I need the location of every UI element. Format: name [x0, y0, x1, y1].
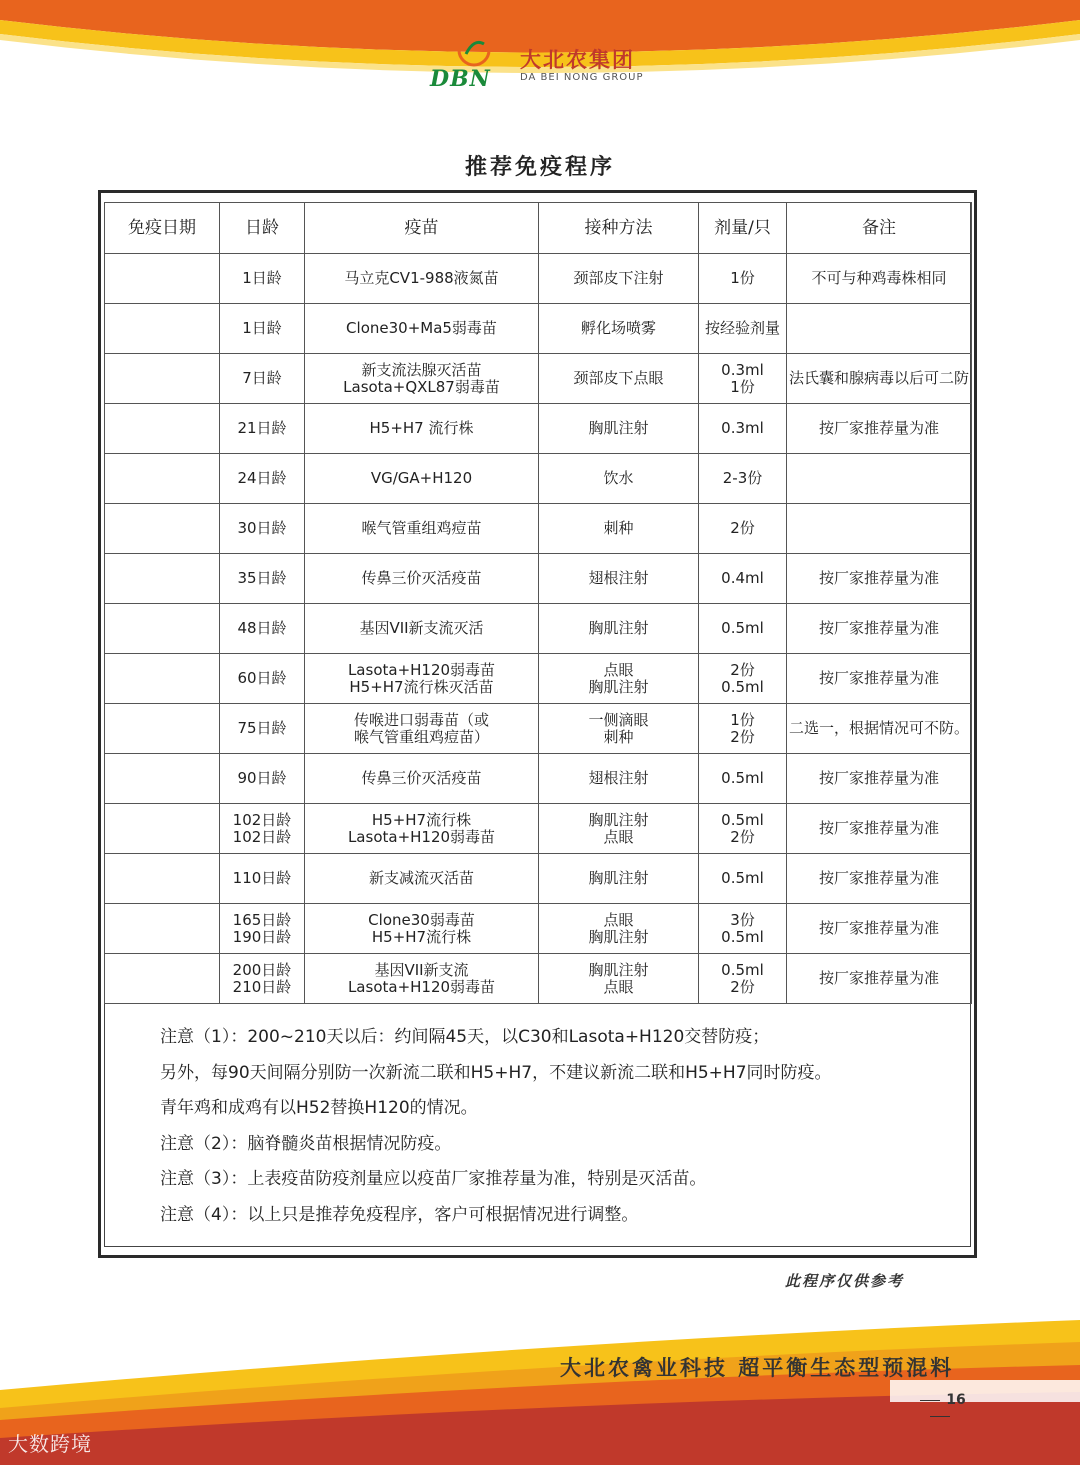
reference-note: 此程序仅供参考: [785, 1272, 905, 1290]
cell-age: 21日龄: [220, 404, 305, 454]
cell-note: 按厂家推荐量为准: [787, 904, 972, 954]
table-body: [105, 254, 972, 1004]
table-row: [105, 754, 972, 804]
cell-dose: 0.5ml: [699, 754, 787, 804]
cell-date: [105, 404, 220, 454]
cell-vaccine: Clone30+Ma5弱毒苗: [305, 304, 539, 354]
cell-age: 30日龄: [220, 504, 305, 554]
note-line: 另外，每90天间隔分别防一次新流二联和H5+H7，不建议新流二联和H5+H7同时防疫。: [160, 1062, 832, 1083]
cell-dose: 0.3ml 1份: [699, 354, 787, 404]
logo-emblem-icon: [454, 32, 494, 68]
table-row: [105, 304, 972, 354]
cell-dose: 0.5ml 2份: [699, 804, 787, 854]
note-line: 注意（2）：脑脊髓炎苗根据情况防疫。: [160, 1133, 452, 1154]
cell-dose: 3份 0.5ml: [699, 904, 787, 954]
cell-note: 按厂家推荐量为准: [787, 954, 972, 1004]
table-row: [105, 704, 972, 754]
cell-note: 按厂家推荐量为准: [787, 404, 972, 454]
table-row: [105, 954, 972, 1004]
table-row: [105, 554, 972, 604]
cell-date: [105, 454, 220, 504]
cell-vaccine: VG/GA+H120: [305, 454, 539, 504]
cell-age: 35日龄: [220, 554, 305, 604]
cell-method: 孵化场喷雾: [539, 304, 699, 354]
cell-vaccine: Lasota+H120弱毒苗 H5+H7流行株灭活苗: [305, 654, 539, 704]
cell-note: 按厂家推荐量为准: [787, 804, 972, 854]
cell-vaccine: 传鼻三价灭活疫苗: [305, 554, 539, 604]
col-header-date: 免疫日期: [105, 203, 220, 254]
cell-method: 胸肌注射: [539, 854, 699, 904]
page-number: 16: [900, 1392, 980, 1424]
cell-note: 按厂家推荐量为准: [787, 854, 972, 904]
note-line: 注意（1）：200~210天以后：约间隔45天，以C30和Lasota+H120交替防疫；: [160, 1027, 770, 1047]
logo-company-name: 大北农集团: [520, 48, 635, 72]
cell-date: [105, 904, 220, 954]
cell-method: 一侧滴眼 刺种: [539, 704, 699, 754]
cell-note: 按厂家推荐量为准: [787, 604, 972, 654]
cell-age: 1日龄: [220, 304, 305, 354]
cell-vaccine: 传喉进口弱毒苗（或 喉气管重组鸡痘苗）: [305, 704, 539, 754]
table-row: [105, 404, 972, 454]
cell-dose: 2-3份: [699, 454, 787, 504]
cell-method: 点眼 胸肌注射: [539, 654, 699, 704]
cell-vaccine: 传鼻三价灭活疫苗: [305, 754, 539, 804]
cell-vaccine: 基因VII新支流灭活: [305, 604, 539, 654]
watermark: 大数跨境: [8, 1432, 92, 1456]
cell-vaccine: Clone30弱毒苗 H5+H7流行株: [305, 904, 539, 954]
table-header-row: [105, 203, 972, 254]
cell-date: [105, 804, 220, 854]
table-row: [105, 504, 972, 554]
notes-block: [160, 1020, 940, 1233]
cell-note: 按厂家推荐量为准: [787, 754, 972, 804]
cell-date: [105, 254, 220, 304]
cell-note: 按厂家推荐量为准: [787, 654, 972, 704]
cell-date: [105, 604, 220, 654]
note-line: 注意（4）：以上只是推荐免疫程序，客户可根据情况进行调整。: [160, 1204, 639, 1225]
table-row: [105, 254, 972, 304]
cell-method: 胸肌注射: [539, 604, 699, 654]
col-header-dose: 剂量/只: [699, 203, 787, 254]
cell-method: 翅根注射: [539, 554, 699, 604]
cell-dose: 0.5ml: [699, 604, 787, 654]
note-line: 注意（3）：上表疫苗防疫剂量应以疫苗厂家推荐量为准，特别是灭活苗。: [160, 1169, 707, 1189]
cell-dose: 1份: [699, 254, 787, 304]
col-header-note: 备注: [787, 203, 972, 254]
cell-date: [105, 854, 220, 904]
cell-note: [787, 304, 972, 354]
cell-dose: 2份 0.5ml: [699, 654, 787, 704]
cell-age: 90日龄: [220, 754, 305, 804]
cell-age: 60日龄: [220, 654, 305, 704]
cell-age: 200日龄 210日龄: [220, 954, 305, 1004]
cell-vaccine: 基因VII新支流 Lasota+H120弱毒苗: [305, 954, 539, 1004]
immunization-table: [104, 202, 972, 1004]
logo-company-name-en: DA BEI NONG GROUP: [520, 72, 644, 83]
table-row: [105, 354, 972, 404]
table-row: [105, 804, 972, 854]
cell-method: 胸肌注射 点眼: [539, 954, 699, 1004]
cell-age: 1日龄: [220, 254, 305, 304]
cell-dose: 0.4ml: [699, 554, 787, 604]
cell-date: [105, 654, 220, 704]
cell-method: 胸肌注射: [539, 404, 699, 454]
footer-slogan: 大北农禽业科技 超平衡生态型预混料: [560, 1355, 955, 1380]
cell-date: [105, 504, 220, 554]
cell-method: 点眼 胸肌注射: [539, 904, 699, 954]
cell-age: 48日龄: [220, 604, 305, 654]
cell-method: 颈部皮下点眼: [539, 354, 699, 404]
cell-vaccine: 喉气管重组鸡痘苗: [305, 504, 539, 554]
cell-age: 24日龄: [220, 454, 305, 504]
cell-age: 110日龄: [220, 854, 305, 904]
table-row: [105, 654, 972, 704]
col-header-vaccine: 疫苗: [305, 203, 539, 254]
cell-dose: 2份: [699, 504, 787, 554]
cell-dose: 0.3ml: [699, 404, 787, 454]
cell-vaccine: H5+H7 流行株: [305, 404, 539, 454]
cell-method: 翅根注射: [539, 754, 699, 804]
table-row: [105, 604, 972, 654]
cell-age: 165日龄 190日龄: [220, 904, 305, 954]
table-row: [105, 854, 972, 904]
cell-dose: 0.5ml: [699, 854, 787, 904]
cell-date: [105, 304, 220, 354]
table-row: [105, 454, 972, 504]
cell-dose: 1份 2份: [699, 704, 787, 754]
cell-method: 饮水: [539, 454, 699, 504]
cell-dose: 0.5ml 2份: [699, 954, 787, 1004]
col-header-method: 接种方法: [539, 203, 699, 254]
cell-vaccine: 马立克CV1-988液氮苗: [305, 254, 539, 304]
logo-abbr: DBN: [430, 66, 491, 92]
cell-note: 二选一，根据情况可不防。: [787, 704, 972, 754]
cell-date: [105, 354, 220, 404]
cell-method: 刺种: [539, 504, 699, 554]
cell-note: 按厂家推荐量为准: [787, 554, 972, 604]
company-logo: [430, 32, 670, 92]
page-title: 推荐免疫程序: [464, 155, 615, 180]
cell-note: 不可与种鸡毒株相同: [787, 254, 972, 304]
cell-age: 102日龄 102日龄: [220, 804, 305, 854]
cell-vaccine: H5+H7流行株 Lasota+H120弱毒苗: [305, 804, 539, 854]
table-row: [105, 904, 972, 954]
cell-date: [105, 704, 220, 754]
cell-date: [105, 954, 220, 1004]
cell-dose: 按经验剂量: [699, 304, 787, 354]
cell-note: [787, 454, 972, 504]
cell-note: 法氏囊和腺病毒以后可二防: [787, 354, 972, 404]
cell-age: 7日龄: [220, 354, 305, 404]
cell-vaccine: 新支减流灭活苗: [305, 854, 539, 904]
col-header-age: 日龄: [220, 203, 305, 254]
cell-vaccine: 新支流法腺灭活苗 Lasota+QXL87弱毒苗: [305, 354, 539, 404]
cell-date: [105, 754, 220, 804]
cell-note: [787, 504, 972, 554]
cell-method: 颈部皮下注射: [539, 254, 699, 304]
cell-date: [105, 554, 220, 604]
note-line: 青年鸡和成鸡有以H52替换H120的情况。: [160, 1098, 478, 1118]
cell-age: 75日龄: [220, 704, 305, 754]
cell-method: 胸肌注射 点眼: [539, 804, 699, 854]
